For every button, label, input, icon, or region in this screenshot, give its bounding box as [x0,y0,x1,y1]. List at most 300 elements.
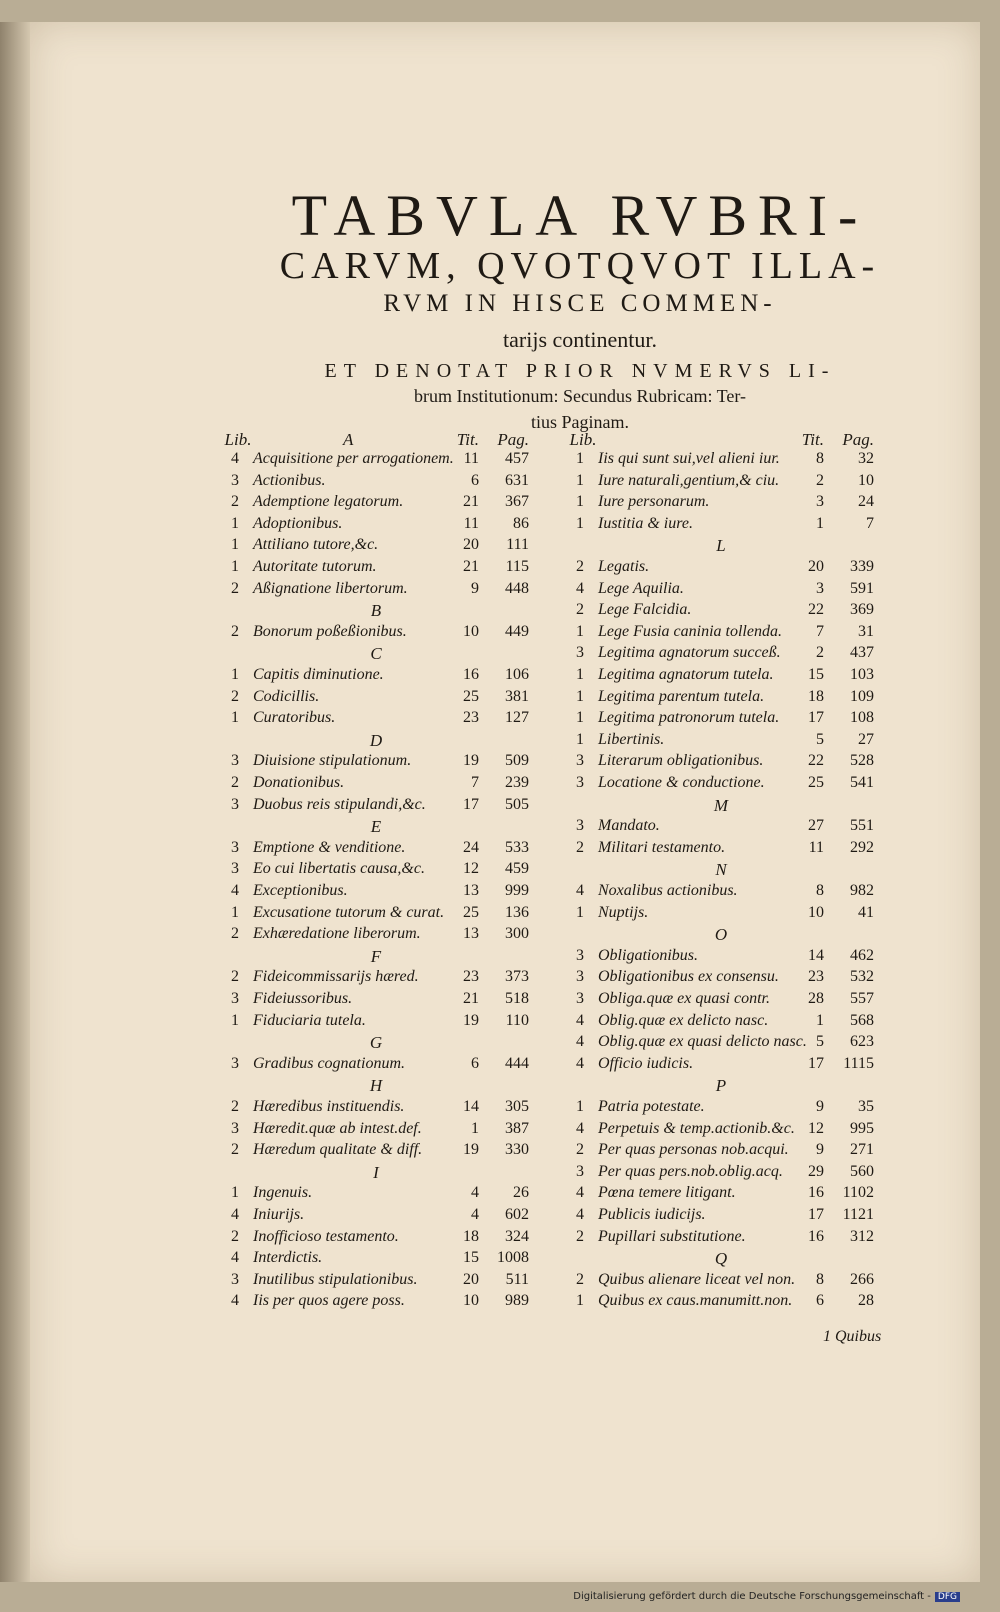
page-number: 387 [505,1119,529,1137]
rubric-name: Excusatione tutorum & curat. [253,903,445,921]
book-number: 1 [231,1184,239,1202]
index-row [568,1271,874,1293]
index-row [223,752,529,774]
book-number: 3 [231,752,239,770]
title-number: 10 [463,1292,479,1310]
book-number: 4 [231,1206,239,1223]
section-letter: Q [714,1249,728,1269]
book-number: 1 [576,1292,584,1310]
book-page [30,22,980,1582]
page-number: 31 [858,622,874,640]
index-row [223,1228,529,1250]
book-number: 4 [576,1054,584,1072]
book-number: 3 [576,990,584,1007]
page-number: 330 [505,1141,529,1159]
index-row [568,709,874,731]
title-number: 14 [463,1098,479,1115]
page-number: 271 [850,1141,874,1159]
index-row [223,1249,529,1271]
title-number: 1 [816,514,824,532]
index-row [568,450,874,472]
title-number: 13 [463,925,479,943]
title-number: 4 [471,1184,479,1202]
title-number: 10 [463,622,479,640]
page-number: 111 [506,536,529,554]
index-row [568,990,874,1012]
page-number: 560 [850,1162,874,1180]
book-number: 4 [231,450,239,467]
page-number: 110 [505,1011,529,1029]
rubric-name: Lege Fusia caninia tollenda. [598,622,782,640]
title-number: 25 [463,903,479,921]
index-row [223,882,529,904]
header-lib: Lib. [569,430,597,449]
title-number: 19 [463,1141,479,1159]
title-number: 17 [808,1054,824,1072]
index-row [568,1206,874,1228]
book-number: 3 [576,946,584,964]
page-number: 1121 [842,1206,874,1223]
title-number: 3 [816,493,824,511]
page-number: 551 [850,817,874,835]
page-number: 312 [850,1227,874,1245]
title-number: 17 [808,709,824,727]
index-row [568,472,874,494]
index-row [568,1163,874,1185]
book-number: 3 [576,1162,584,1180]
book-number: 1 [576,514,584,532]
rubric-name: Libertinis. [598,730,665,748]
book-number: 4 [576,1119,584,1137]
title-number: 27 [808,817,824,835]
index-row [568,1098,874,1120]
index-row [223,493,529,515]
index-row [568,558,874,580]
rubric-name: Publicis iudicijs. [598,1206,706,1223]
book-number: 2 [576,1227,584,1245]
index-row [568,1141,874,1163]
column-header [568,430,874,452]
book-number: 3 [576,644,584,662]
title-number: 24 [463,838,479,856]
page-number: 448 [505,579,529,597]
title-number: 8 [816,450,824,467]
book-number: 1 [231,1011,239,1029]
page-number: 32 [858,450,874,467]
index-row [568,947,874,969]
index-row [223,1206,529,1228]
page-number: 462 [850,946,874,964]
section-letter: I [373,1162,379,1182]
title-number: 14 [808,946,824,964]
title-number: 15 [808,666,824,683]
header-tit: Tit. [801,430,824,449]
title-number: 18 [463,1227,479,1245]
title-number: 10 [808,903,824,921]
rubric-name: Exhæredatione liberorum. [253,925,421,943]
index-row [568,688,874,710]
book-number: 2 [231,774,239,791]
page-number: 457 [505,450,529,467]
page-number: 27 [858,730,874,748]
index-row [568,1228,874,1250]
rubric-name: Inofficioso testamento. [253,1227,399,1245]
rubric-name: Pupillari substitutione. [598,1227,746,1245]
index-row [223,558,529,580]
page-number: 568 [850,1011,874,1029]
title-number: 11 [463,450,479,467]
index-row [223,904,529,926]
rubric-name: Iure personarum. [598,493,710,511]
rubric-name: Hæredibus instituendis. [253,1098,405,1115]
page-number: 373 [505,968,529,986]
rubric-name: Interdictis. [253,1249,323,1267]
rubric-name: Pœna temere litigant. [598,1184,736,1202]
page-number: 7 [866,514,874,532]
index-row [223,1184,529,1206]
rubric-name: Mandato. [598,817,660,835]
title-line-2: CARVM, QVOTQVOT ILLA- [279,245,881,287]
index-row [223,450,529,472]
book-number: 2 [231,622,239,640]
book-number: 4 [576,1011,584,1029]
index-row [223,1292,529,1314]
index-row [568,666,874,688]
rubric-name: Iis per quos agere poss. [253,1292,405,1310]
rubric-name: Gradibus cognationum. [253,1054,405,1072]
book-number: 2 [231,925,239,943]
subtitle-line-3: tius Paginam. [531,412,629,432]
index-row [223,774,529,796]
rubric-name: Bonorum poßeßionibus. [253,622,407,640]
title-number: 3 [816,579,824,597]
title-line-4: tarijs continentur. [503,327,657,352]
title-number: 28 [808,990,824,1007]
rubric-name: Patria potestate. [598,1098,705,1115]
book-number: 3 [231,860,239,878]
book-number: 3 [231,1119,239,1137]
rubric-name: Perpetuis & temp.actionib.&c. [598,1119,795,1137]
subtitle-line-2: brum Institutionum: Secundus Rubricam: Ter- [413,386,746,406]
book-number: 3 [231,1270,239,1288]
book-number: 1 [576,730,584,748]
section-letter: E [370,817,382,837]
title-number: 2 [816,471,824,489]
book-number: 1 [576,709,584,727]
index-row [568,1012,874,1034]
rubric-name: Autoritate tutorum. [253,558,377,575]
page-number: 136 [505,903,529,921]
book-number: 4 [576,1206,584,1223]
page-number: 28 [858,1292,874,1310]
title-number: 9 [816,1098,824,1115]
page-number: 631 [505,471,529,489]
page-number: 532 [850,968,874,986]
title-number: 9 [471,579,479,597]
book-number: 2 [231,687,239,705]
rubric-name: Obligationibus. [598,946,699,964]
title-line-3: RVM IN HISCE COMMEN- [383,290,777,317]
title-number: 8 [816,882,824,899]
page-number: 266 [850,1270,874,1288]
rubric-name: Fideicommissarijs hæred. [253,968,419,986]
book-number: 1 [576,687,584,705]
section-letter: M [713,795,729,815]
rubric-name: Attiliano tutore,&c. [253,536,379,554]
rubric-name: Inutilibus stipulationibus. [253,1270,418,1288]
title-number: 21 [463,990,479,1007]
title-number: 4 [471,1206,479,1223]
index-row [568,1055,874,1077]
page-number: 41 [858,903,874,921]
book-number: 4 [231,1292,239,1310]
page-number: 444 [505,1054,529,1072]
page-number: 533 [505,838,529,856]
page-number: 24 [858,493,874,511]
header-pag: Pag. [497,430,529,449]
book-number: 4 [576,1033,584,1051]
rubric-name: Per quas personas nob.acqui. [598,1141,789,1159]
page-number: 1008 [497,1249,529,1267]
book-number: 3 [231,838,239,856]
index-row [223,709,529,731]
title-number: 25 [808,774,824,791]
title-number: 6 [471,471,479,489]
title-number: 6 [816,1292,824,1310]
book-number: 2 [231,579,239,597]
page-number: 509 [505,752,529,770]
index-row [568,817,874,839]
index-row [223,666,529,688]
rubric-name: Legitima patronorum tutela. [598,709,780,727]
book-number: 4 [231,882,239,899]
index-row [568,623,874,645]
section-letter: G [369,1033,383,1053]
book-number: 1 [231,903,239,921]
section-letter: B [370,601,382,621]
page-number: 1115 [843,1054,874,1072]
book-number: 3 [576,968,584,986]
book-number: 2 [231,968,239,986]
page-number: 108 [850,709,874,727]
book-number: 1 [576,622,584,640]
rubric-name: Emptione & venditione. [253,838,406,856]
index-row [568,731,874,753]
rubric-name: Curatoribus. [253,709,336,727]
rubric-name: Literarum obligationibus. [598,752,764,770]
index-row [223,580,529,602]
page-number: 528 [850,752,874,770]
index-row [568,968,874,990]
title-number: 21 [463,493,479,511]
index-row [223,1271,529,1293]
book-number: 1 [576,471,584,489]
index-row [568,1184,874,1206]
title-number: 20 [808,558,824,575]
book-spine-edge [0,22,32,1582]
title-number: 16 [808,1184,824,1202]
book-number: 3 [576,817,584,835]
title-number: 17 [463,795,479,813]
page-number: 35 [858,1098,874,1115]
title-number: 20 [463,1270,479,1288]
rubric-name: Obligationibus ex consensu. [598,968,779,986]
rubric-name: Aßignatione libertorum. [253,579,408,597]
section-letter: P [715,1076,727,1096]
page-number: 109 [850,687,874,705]
title-number: 25 [463,687,479,705]
rubric-name: Ademptione legatorum. [253,493,404,511]
index-row [223,1012,529,1034]
title-number: 9 [816,1141,824,1159]
index-row [568,1033,874,1055]
page-number: 10 [858,471,874,489]
index-row [223,688,529,710]
rubric-name: Iure naturali,gentium,& ciu. [598,471,780,489]
page-number: 324 [505,1227,529,1245]
title-number: 12 [463,860,479,878]
section-letter: F [370,946,382,966]
digitization-footer [573,1591,960,1602]
index-row [223,796,529,818]
page-number: 26 [513,1184,529,1202]
title-number: 7 [471,774,479,791]
page-number: 557 [850,990,874,1007]
rubric-name: Fiduciaria tutela. [253,1011,366,1029]
rubric-name: Exceptionibus. [253,882,348,899]
rubric-name: Lege Falcidia. [598,601,692,619]
title-number: 16 [463,666,479,683]
rubric-name: Legatis. [598,558,650,575]
title-number: 12 [808,1119,824,1137]
page-number: 602 [505,1206,529,1223]
book-number: 1 [576,450,584,467]
rubric-name: Legitima agnatorum succeß. [598,644,781,662]
index-row [568,580,874,602]
index-row [568,774,874,796]
page-number: 239 [505,774,529,791]
page-number: 989 [505,1292,529,1310]
title-number: 2 [816,644,824,662]
rubric-name: Adoptionibus. [253,514,343,532]
book-number: 3 [231,1054,239,1072]
index-row [568,644,874,666]
rubric-name: Quibus alienare liceat vel non. [598,1270,796,1288]
title-number: 19 [463,752,479,770]
title-number: 15 [463,1249,479,1267]
book-number: 2 [576,601,584,619]
section-letter: H [369,1076,383,1096]
title-number: 23 [463,709,479,727]
book-number: 1 [231,709,239,727]
page-number: 437 [850,644,874,662]
book-number: 1 [231,536,239,554]
index-row [223,1098,529,1120]
rubric-name: Militari testamento. [598,838,726,856]
page-number: 86 [513,514,529,532]
rubric-name: Obliga.quæ ex quasi contr. [598,990,770,1007]
page-number: 995 [850,1119,874,1137]
rubric-name: Donationibus. [253,774,345,791]
title-number: 20 [463,536,479,554]
rubric-name: Ingenuis. [253,1184,313,1202]
rubric-name: Codicillis. [253,687,320,705]
index-row [223,925,529,947]
rubric-name: Officio iudicis. [598,1054,694,1072]
book-number: 1 [231,666,239,683]
book-number: 4 [231,1249,239,1267]
page-number: 449 [505,622,529,640]
rubric-name: Eo cui libertatis causa,&c. [253,860,425,878]
page-number: 300 [505,925,529,943]
book-number: 3 [231,471,239,489]
book-number: 1 [576,1098,584,1115]
index-row [223,515,529,537]
page-number: 127 [505,709,529,727]
book-number: 2 [231,1227,239,1245]
rubric-name: Iis qui sunt sui,vel alieni iur. [598,450,780,467]
book-number: 1 [576,493,584,511]
title-number: 5 [816,730,824,748]
index-row [223,990,529,1012]
title-line-1: TABVLA RVBRI- [291,183,869,248]
index-row [568,1120,874,1142]
rubric-name: Diuisione stipulationum. [253,752,412,770]
book-number: 4 [576,579,584,597]
rubric-name: Legitima agnatorum tutela. [598,666,774,683]
title-number: 13 [463,882,479,899]
index-row [568,904,874,926]
book-number: 2 [231,493,239,511]
page-number: 103 [850,666,874,683]
section-letter: D [369,730,383,750]
title-number: 23 [463,968,479,986]
book-number: 1 [231,514,239,532]
title-number: 23 [808,968,824,986]
book-number: 4 [576,1184,584,1202]
page-number: 982 [850,882,874,899]
index-row [223,968,529,990]
rubric-name: Per quas pers.nob.oblig.acq. [598,1162,783,1180]
title-number: 16 [808,1227,824,1245]
page-number: 999 [505,882,529,899]
page-number: 1102 [842,1184,874,1202]
rubric-name: Capitis diminutione. [253,666,384,683]
book-number: 2 [576,558,584,575]
page-number: 367 [505,493,529,511]
column-header [223,430,529,452]
title-number: 29 [808,1162,824,1180]
index-row [223,536,529,558]
dfg-logo: DFG [935,1592,960,1602]
index-row [223,1120,529,1142]
index-row [223,472,529,494]
title-number: 6 [471,1054,479,1072]
page-number: 369 [850,601,874,619]
title-number: 11 [808,838,824,856]
page-number: 106 [505,666,529,683]
book-number: 2 [576,1270,584,1288]
rubric-name: Legitima parentum tutela. [598,687,765,705]
index-row [568,515,874,537]
title-number: 19 [463,1011,479,1029]
index-row [568,839,874,861]
index-row [568,752,874,774]
book-number: 3 [576,752,584,770]
section-letter: O [714,925,728,945]
title-number: 11 [463,514,479,532]
index-row [568,601,874,623]
